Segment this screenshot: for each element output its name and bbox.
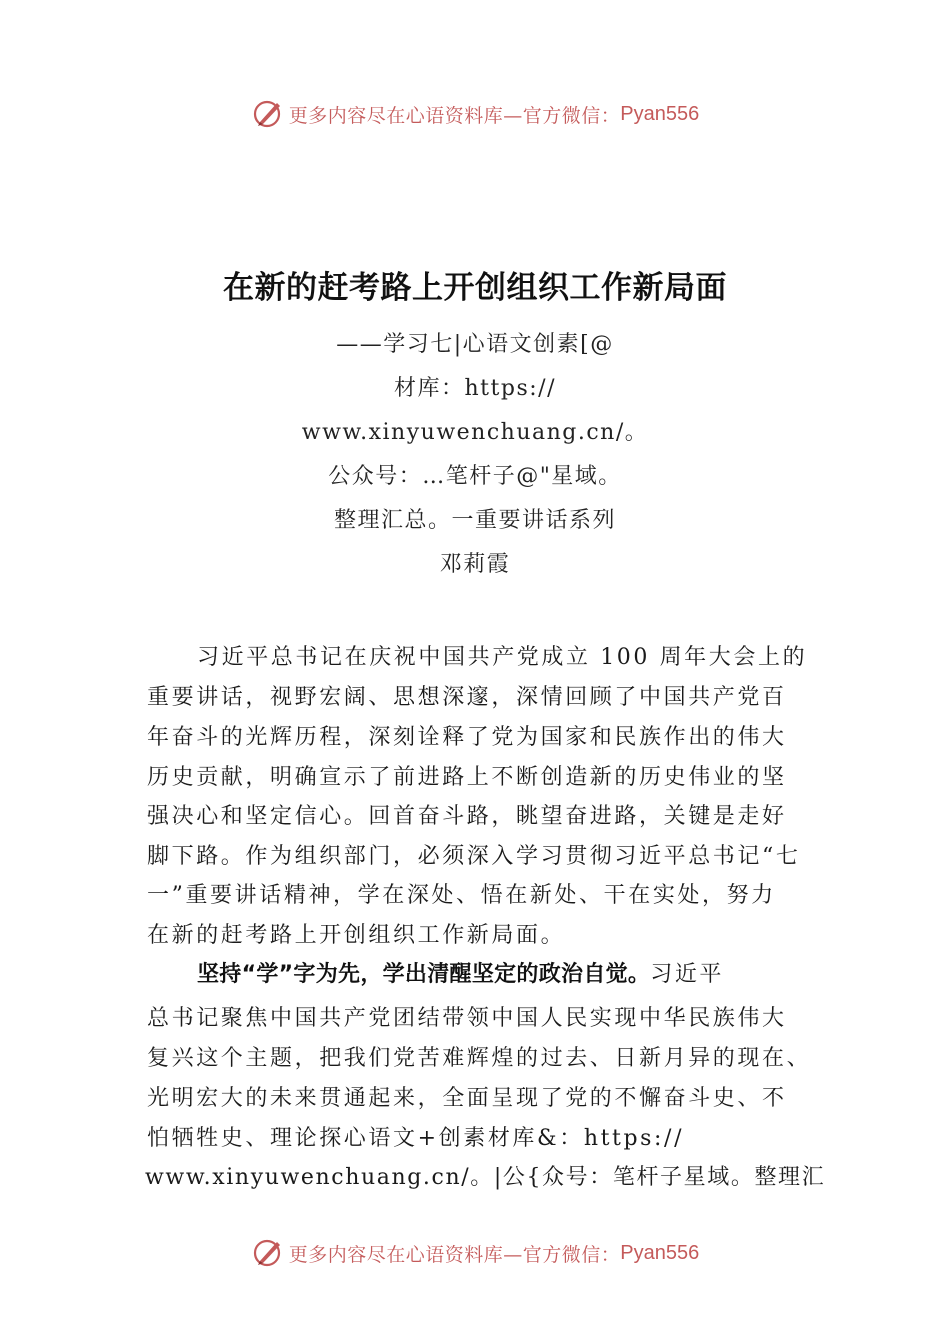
subtitle-line-4: 公众号：…笔杆子@"星域。 xyxy=(328,464,622,489)
paragraph-1-line-6: 脚下路。作为组织部门，必须深入学习贯彻习近平总书记“七 xyxy=(147,844,801,869)
watermark-banner-top xyxy=(0,94,950,134)
watermark-wechat-id: Pyan556 xyxy=(620,102,700,125)
paragraph-2-line-6: www.xinyuwenchuang.cn/。|公{众号：笔杆子星域。整理汇 xyxy=(145,1165,826,1190)
paragraph-2-line-2: 总书记聚焦中国共产党团结带领中国人民实现中华民族伟大 xyxy=(147,1006,787,1031)
subtitle-line-1: ——学习七|心语文创素[@ xyxy=(336,332,614,357)
subtitle-line-3: www.xinyuwenchuang.cn/。 xyxy=(301,420,649,445)
subtitle-line-5: 整理汇总。一重要讲话系列 xyxy=(333,508,616,533)
paragraph-1-line-2: 重要讲话，视野宏阔、思想深邃，深情回顾了中国共产党百 xyxy=(147,685,787,710)
author-name: 邓莉霞 xyxy=(439,552,511,577)
watermark-wechat-id: Pyan556 xyxy=(620,1241,700,1264)
paragraph-2-line-4: 光明宏大的未来贯通起来，全面呈现了党的不懈奋斗史、不 xyxy=(147,1086,787,1111)
paragraph-1-line-1: 习近平总书记在庆祝中国共产党成立 100 周年大会上的 xyxy=(197,645,808,670)
pen-logo-icon xyxy=(251,97,285,131)
subtitle-line-2: 材库：https:// xyxy=(394,376,556,401)
paragraph-2-heading: 坚持“学”字为先，学出清醒坚定的政治自觉。 xyxy=(197,962,651,987)
document-title: 在新的赶考路上开创组织工作新局面 xyxy=(223,270,727,306)
paragraph-1-line-4: 历史贡献，明确宣示了前进路上不断创造新的历史伟业的坚 xyxy=(147,765,787,790)
watermark-banner-bottom xyxy=(0,1233,950,1273)
paragraph-2-line-5: 怕牺牲史、理论探心语文+创素材库&：https:// xyxy=(147,1126,685,1151)
paragraph-2-line-3: 复兴这个主题，把我们党苦难辉煌的过去、日新月异的现在、 xyxy=(147,1046,812,1071)
pen-logo-icon xyxy=(251,1236,285,1270)
paragraph-1-line-7: 一”重要讲话精神，学在深处、悟在新处、干在实处，努力 xyxy=(147,883,776,908)
paragraph-1-line-8: 在新的赶考路上开创组织工作新局面。 xyxy=(147,923,566,948)
paragraph-1-line-3: 年奋斗的光辉历程，深刻诠释了党为国家和民族作出的伟大 xyxy=(147,725,787,750)
paragraph-2-lead: 习近平 xyxy=(650,962,725,987)
paragraph-1-line-5: 强决心和坚定信心。回首奋斗路，眺望奋进路，关键是走好 xyxy=(147,804,787,829)
paragraph-2-line-1 xyxy=(197,957,887,988)
watermark-text: 更多内容尽在心语资料库—官方微信： xyxy=(288,104,621,127)
watermark-text: 更多内容尽在心语资料库—官方微信： xyxy=(288,1243,621,1266)
